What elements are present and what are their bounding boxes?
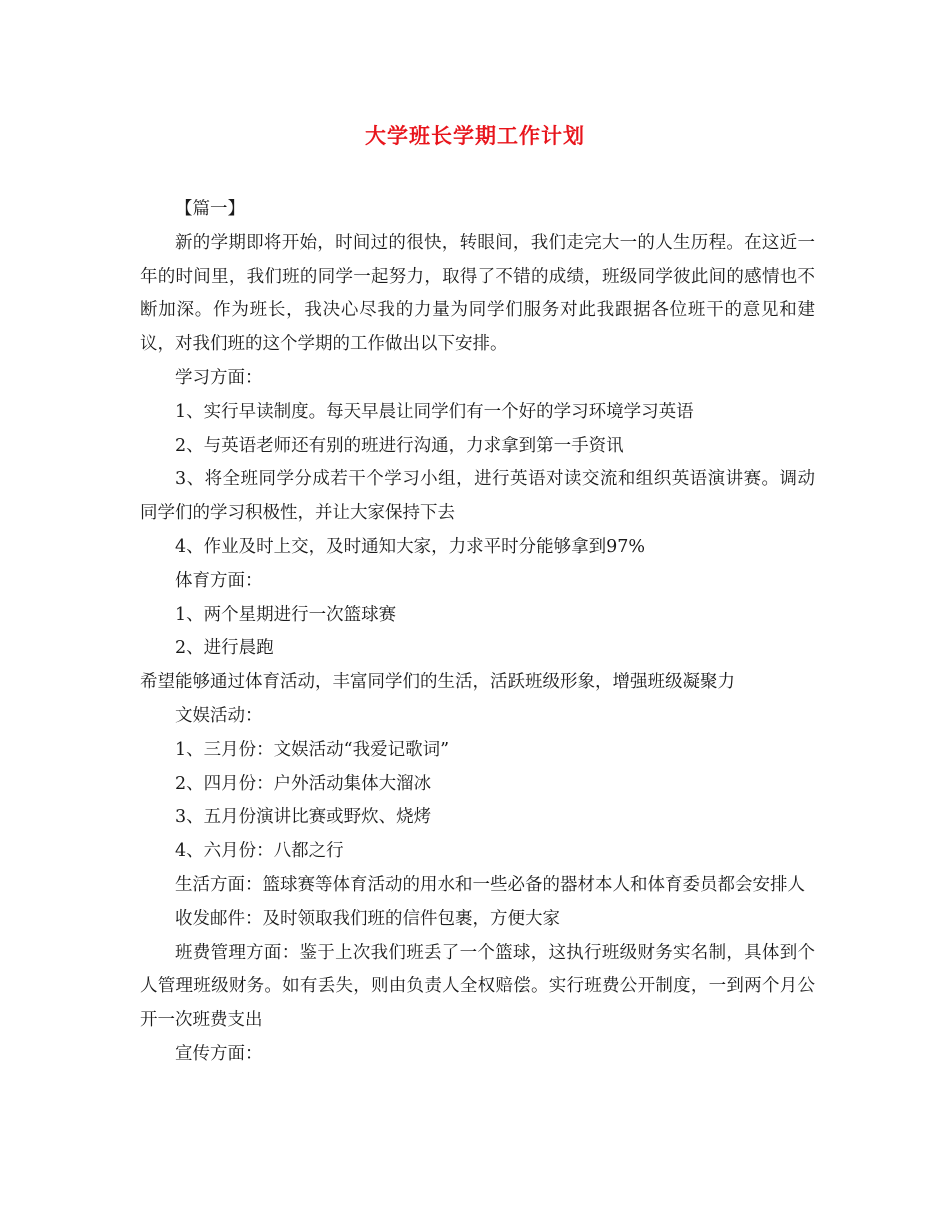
mail-paragraph: 收发邮件：及时领取我们班的信件包裹，方便大家 bbox=[175, 908, 560, 929]
entertainment-item-1: 1、三月份：文娱活动“我爱记歌词” bbox=[175, 739, 450, 760]
document-body bbox=[140, 193, 815, 1072]
study-item-3: 3、将全班同学分成若干个学习小组，进行英语对读交流和组织英语演讲赛。调动同学们的学习积极性，并让大家保持下去 bbox=[140, 469, 815, 524]
intro-paragraph: 新的学期即将开始，时间过的很快，转眼间，我们走完大一的人生历程。在这近一年的时间里，我们班的同学一起努力，取得了不错的成绩，班级同学彼此间的感情也不断加深。作为班长，我决心尽我的力量为同学们服务对此我跟据各位班干的意见和建议，对我们班的这个学期的工作做出以下安排。 bbox=[140, 232, 815, 355]
entertainment-item-3: 3、五月份演讲比赛或野炊、烧烤 bbox=[175, 807, 432, 828]
sports-item-1: 1、两个星期进行一次篮球赛 bbox=[175, 604, 397, 625]
sports-summary: 希望能够通过体育活动，丰富同学们的生活，活跃班级形象，增强班级凝聚力 bbox=[140, 672, 735, 693]
finance-paragraph: 班费管理方面：鉴于上次我们班丢了一个篮球，这执行班级财务实名制，具体到个人管理班级财务。如有丢失，则由负责人全权赔偿。实行班费公开制度，一到两个月公开一次班费支出 bbox=[140, 942, 815, 1031]
life-paragraph: 生活方面：篮球赛等体育活动的用水和一些必备的器材本人和体育委员都会安排人 bbox=[175, 874, 805, 895]
entertainment-heading: 文娱活动： bbox=[175, 705, 263, 726]
study-heading: 学习方面： bbox=[175, 367, 263, 388]
study-item-4: 4、作业及时上交，及时通知大家，力求平时分能够拿到97% bbox=[175, 536, 646, 557]
entertainment-item-2: 2、四月份：户外活动集体大溜冰 bbox=[175, 773, 432, 794]
study-item-2: 2、与英语老师还有别的班进行沟通，力求拿到第一手资讯 bbox=[175, 435, 624, 456]
document-title: 大学班长学期工作计划 bbox=[365, 123, 585, 148]
publicity-heading: 宣传方面： bbox=[175, 1043, 263, 1064]
sports-heading: 体育方面： bbox=[175, 570, 263, 591]
sports-item-2: 2、进行晨跑 bbox=[175, 638, 274, 659]
entertainment-item-4: 4、六月份：八都之行 bbox=[175, 841, 344, 862]
study-item-1: 1、实行早读制度。每天早晨让同学们有一个好的学习环境学习英语 bbox=[175, 401, 694, 422]
section-heading-part-one: 【篇一】 bbox=[175, 199, 245, 219]
